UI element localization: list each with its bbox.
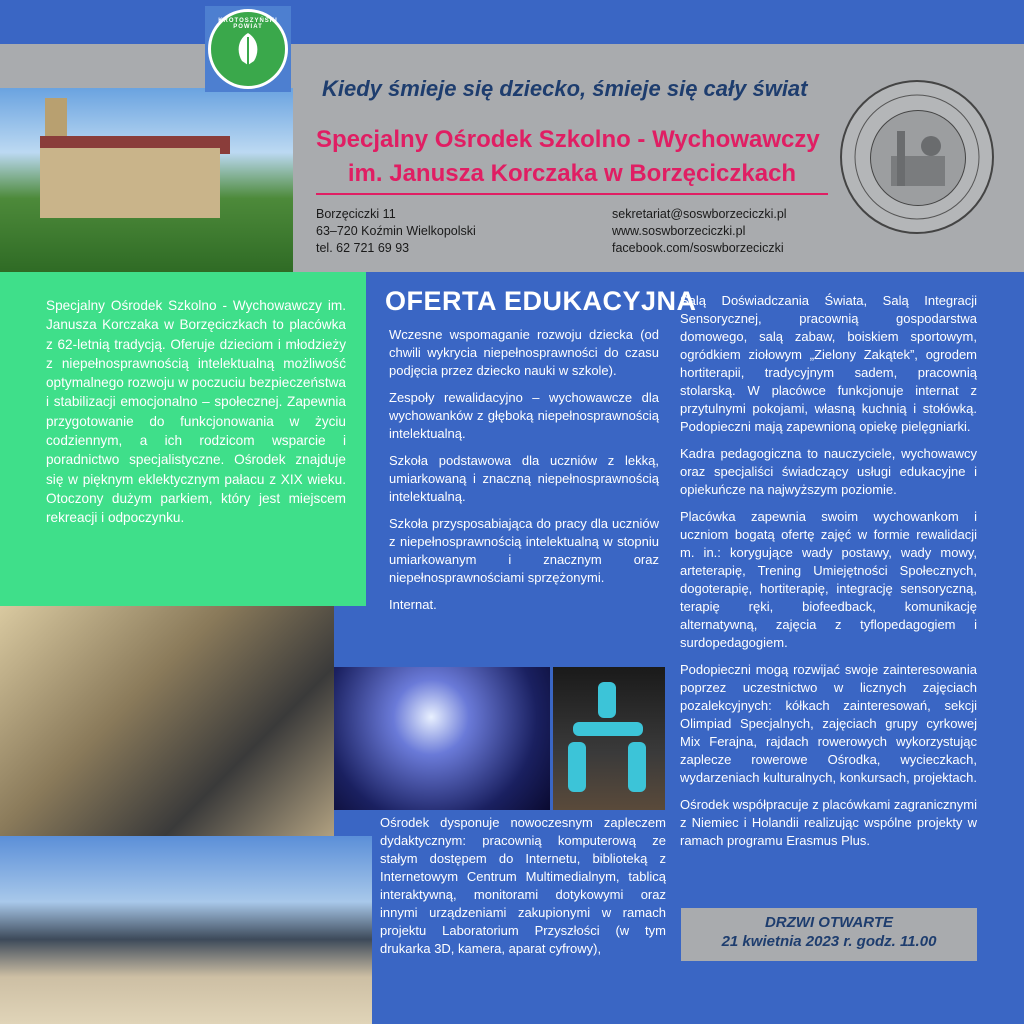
website-link[interactable]: www.soswborzeciczki.pl bbox=[612, 224, 746, 238]
address-street: Borzęciczki 11 bbox=[316, 207, 396, 221]
offer-item: Wczesne wspomaganie rozwoju dziecka (od chwili wykrycia niepełnosprawności do czasu podjęcia przez dziecko nauki w szkole). bbox=[389, 327, 659, 378]
motto: Kiedy śmieje się dziecko, śmieje się cały świat bbox=[322, 76, 808, 101]
offer-heading: OFERTA EDUKACYJNA bbox=[385, 286, 697, 316]
oak-leaf-icon bbox=[208, 9, 288, 89]
logo-text: KROTOSZYŃSKI POWIAT bbox=[218, 18, 278, 30]
acrobat-figure bbox=[628, 742, 646, 792]
palace-photo bbox=[0, 88, 293, 272]
therapy-paragraph: Placówka zapewnia swoim wychowankom i uczniom bogatą ofertę zajęć w formie rewalidacji m. in.: korygujące wady postawy, wady mowy, arteterapię, Trening Umiejętności Społecznych, dogoterapię, hortiterapię, integrację sensoryczną, terapię ręki, biofeedback, komunikację alternatywną, zajęcia z tyflopedagogiem i surdopedagogiem. bbox=[680, 509, 977, 650]
address-block bbox=[316, 206, 476, 257]
offer-item: Zespoły rewalidacyjno – wychowawcze dla wychowanków z głęboką niepełnosprawnością intelektualną. bbox=[389, 390, 659, 441]
institution-title-line1: Specjalny Ośrodek Szkolno - Wychowawczy bbox=[316, 126, 820, 153]
phone: tel. 62 721 69 93 bbox=[316, 241, 410, 255]
online-contacts bbox=[612, 206, 787, 257]
acrobat-figure bbox=[568, 742, 586, 792]
stamp-emblem bbox=[870, 110, 966, 206]
leaf-icon bbox=[228, 29, 268, 69]
right-column bbox=[680, 292, 977, 859]
facilities-text: Ośrodek dysponuje nowoczesnym zapleczem dydaktycznym: pracownią komputerową ze stałym dostępem do Internetu, biblioteką z Internetowym Centrum Multimedialnym, tablicą interaktywną, monitorami dotykowymi oraz innymi urządzeniami zakupionymi w ramach projektu Laboratorium Przyszłości (w tym drukarka 3D, kamera, aparat cyfrowy), bbox=[380, 815, 666, 956]
acrobat-figure bbox=[573, 722, 643, 736]
offer-list bbox=[389, 326, 659, 623]
open-day-title: DRZWI OTWARTE bbox=[764, 914, 894, 931]
open-day-date: 21 kwietnia 2023 r. godz. 11.00 bbox=[721, 933, 937, 950]
palace-facade bbox=[40, 148, 220, 218]
email-link[interactable]: sekretariat@soswborzeciczki.pl bbox=[612, 207, 787, 221]
title-underline bbox=[316, 193, 828, 195]
offer-item: Szkoła podstawowa dla uczniów z lekką, umiarkowaną i znaczną niepełnosprawnością intelektualną. bbox=[389, 453, 659, 504]
intro-panel bbox=[0, 272, 366, 606]
palace-emblem-icon bbox=[871, 111, 965, 205]
offer-item: Internat. bbox=[389, 597, 437, 612]
facebook-link[interactable]: facebook.com/soswborzeciczki bbox=[612, 241, 784, 255]
facilities-continued: Salą Doświadczania Świata, Salą Integracji Sensorycznej, pracownią gospodarstwa domowego, salą zabaw, boiskiem sportowym, ogródkiem ziołowym „Zielony Zakątek”, ogrodem hortiterapii, tradycyjnym sadem, pracownią stolarską. W placówce funkcjonuje internat z przytulnymi pokojami, własną kuchnią i stołówką. Podopieczni mają zapewnioną opiekę pielęgniarki. bbox=[680, 293, 977, 434]
sensory-room-photo bbox=[334, 667, 550, 810]
acrobatics-photo bbox=[553, 667, 665, 810]
classroom-photo bbox=[0, 606, 334, 836]
erasmus-paragraph: Ośrodek współpracuje z placówkami zagranicznymi z Niemiec i Holandii realizując wspólne projekty w ramach programu Erasmus Plus. bbox=[680, 797, 977, 848]
county-logo bbox=[205, 6, 291, 92]
address-city: 63–720 Koźmin Wielkopolski bbox=[316, 224, 476, 238]
intro-text: Specjalny Ośrodek Szkolno - Wychowawczy im. Janusza Korczaka w Borzęciczkach to placówka z 62-letnią tradycją. Oferuje dzieciom i młodzieży z niepełnosprawnością intelektualną możliwość optymalnego rozwoju w poczuciu bezpieczeństwa i stabilizacji emocjonalno – społecznej. Zapewnia przygotowanie do funkcjonowania w życiu codziennym, a ich rodzicom wsparcie i poradnictwo specjalistyczne. Ośrodek znajduje się w pięknym eklektycznym pałacu z XIX wieku. Otoczony dużym parkiem, który jest miejscem rekreacji i odpoczynku. bbox=[46, 298, 346, 526]
beach-group-photo bbox=[0, 836, 372, 1024]
offer-item: Szkoła przysposabiająca do pracy dla uczniów z niepełnosprawnością intelektualną w stopniu umiarkowanym i znacznym oraz niepełnosprawnościami sprzężonymi. bbox=[389, 516, 659, 585]
school-stamp bbox=[840, 80, 994, 234]
top-band bbox=[0, 0, 1024, 44]
staff-paragraph: Kadra pedagogiczna to nauczyciele, wychowawcy oraz specjaliści świadczący usługi edukacyjne i opiekuńcze na najwyższym poziomie. bbox=[680, 446, 977, 497]
activities-paragraph: Podopieczni mogą rozwijać swoje zainteresowania poprzez uczestnictwo w licznych zajęciach pozalekcyjnych: kółkach zainteresowań, sekcji Olimpiad Specjalnych, zajęciach grupy cyrkowej Mix Ferajna, rajdach rowerowych wykorzystując zaplecze rowerowe Ośrodka, wycieczkach, wydarzeniach kulturalnych, konkursach, projektach. bbox=[680, 662, 977, 785]
open-day-box bbox=[681, 908, 977, 961]
institution-title-line2: im. Janusza Korczaka w Borzęciczkach bbox=[347, 160, 797, 187]
acrobat-figure bbox=[598, 682, 616, 718]
